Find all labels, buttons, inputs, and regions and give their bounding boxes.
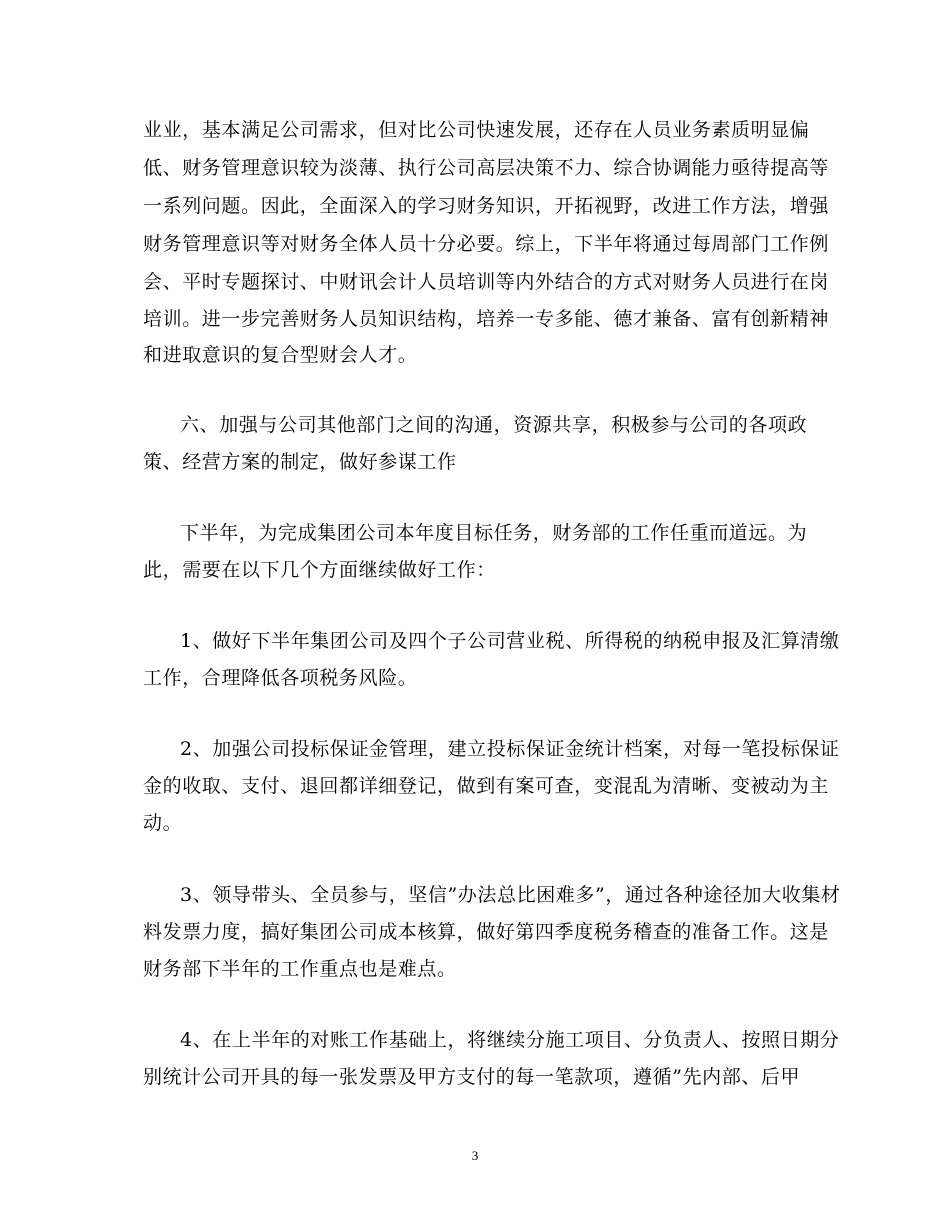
section-heading-line-1: 六、加强与公司其他部门之间的沟通，资源共享，积极参与公司的各项政 bbox=[180, 414, 808, 436]
list-item-1-line-2: 工作，合理降低各项税务风险。 bbox=[143, 667, 418, 689]
list-item-2-line-1: 2、加强公司投标保证金管理，建立投标保证金统计档案，对每一笔投标保证 bbox=[180, 738, 840, 760]
paragraph-1-line-7: 和进取意识的复合型财会人才。 bbox=[143, 344, 418, 366]
list-item-3-line-3: 财务部下半年的工作重点也是难点。 bbox=[143, 958, 457, 980]
section-heading-line-2: 策、经营方案的制定，做好参谋工作 bbox=[143, 451, 457, 473]
list-item-2-line-3: 动。 bbox=[143, 812, 183, 834]
list-item-1-line-1: 1、做好下半年集团公司及四个子公司营业税、所得税的纳税申报及汇算清缴 bbox=[180, 630, 840, 652]
paragraph-1-line-3: 一系列问题。因此，全面深入的学习财务知识，开拓视野，改进工作方法，增强 bbox=[143, 195, 830, 217]
paragraph-1-line-5: 会、平时专题探讨、中财讯会计人员培训等内外结合的方式对财务人员进行在岗 bbox=[143, 271, 830, 293]
paragraph-1-line-4: 财务管理意识等对财务全体人员十分必要。综上，下半年将通过每周部门工作例 bbox=[143, 233, 830, 255]
list-item-3-line-1: 3、领导带头、全员参与，坚信”办法总比困难多”，通过各种途径加大收集材 bbox=[180, 884, 841, 906]
list-item-4-line-2: 别统计公司开具的每一张发票及甲方支付的每一笔款项，遵循”先内部、后甲 bbox=[143, 1066, 801, 1088]
paragraph-3-line-1: 下半年，为完成集团公司本年度目标任务，财务部的工作任重而道远。为 bbox=[180, 522, 808, 544]
paragraph-3-line-2: 此，需要在以下几个方面继续做好工作： bbox=[143, 559, 496, 581]
paragraph-1-line-2: 低、财务管理意识较为淡薄、执行公司高层决策不力、综合协调能力亟待提高等 bbox=[143, 157, 830, 179]
list-item-3-line-2: 料发票力度，搞好集团公司成本核算，做好第四季度税务稽查的准备工作。这是 bbox=[143, 921, 830, 943]
paragraph-1-line-1: 业业，基本满足公司需求，但对比公司快速发展，还存在人员业务素质明显偏 bbox=[143, 119, 810, 141]
list-item-2-line-2: 金的收取、支付、退回都详细登记，做到有案可查，变混乱为清晰、变被动为主 bbox=[143, 775, 830, 797]
page-number: 3 bbox=[471, 1148, 479, 1163]
list-item-4-line-1: 4、在上半年的对账工作基础上，将继续分施工项目、分负责人、按照日期分 bbox=[180, 1029, 840, 1051]
paragraph-1-line-6: 培训。进一步完善财务人员知识结构，培养一专多能、德才兼备、富有创新精神 bbox=[143, 308, 830, 330]
